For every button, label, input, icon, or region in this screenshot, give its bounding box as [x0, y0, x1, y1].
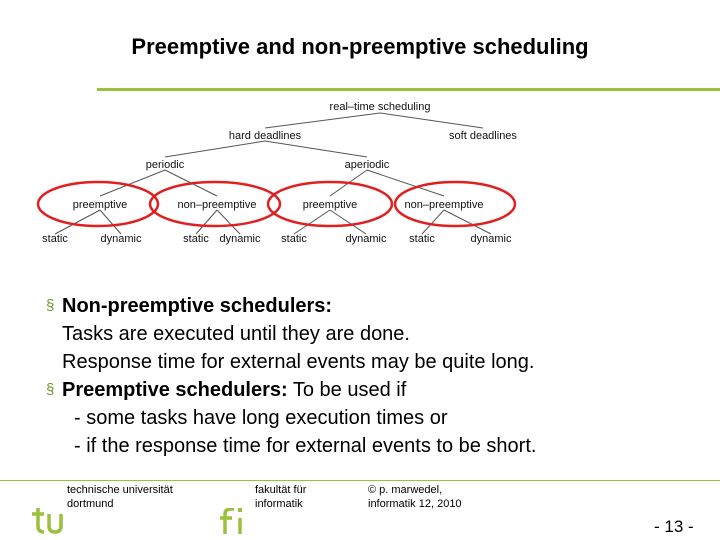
bullet-heading: Non-preemptive schedulers:: [62, 295, 333, 317]
bullet-heading: Preemptive schedulers:: [62, 379, 288, 401]
node-aperiodic: aperiodic: [344, 159, 390, 171]
leaf-dynamic-3: dynamic: [345, 233, 387, 245]
node-hard-deadlines: hard deadlines: [228, 130, 302, 142]
bullet-line: - if the response time for external events to be short.: [74, 435, 537, 457]
bullet-line: Response time for external events may be quite long.: [62, 351, 535, 373]
bullet-item-preemptive: [46, 376, 696, 460]
bullet-text: To be used if: [287, 379, 407, 401]
leaf-static-3: static: [281, 233, 307, 245]
leaf-dynamic-1: dynamic: [100, 233, 142, 245]
leaf-static-1: static: [42, 233, 68, 245]
footer-university: technische universität dortmund: [67, 484, 173, 510]
bullet-line: Tasks are executed until they are done.: [62, 323, 410, 345]
node-root: real–time scheduling: [329, 101, 431, 113]
bullet-marker: §: [46, 381, 55, 398]
leaf-dynamic-2: dynamic: [219, 233, 261, 245]
footer-divider: [0, 480, 720, 481]
node-soft-deadlines: soft deadlines: [449, 130, 517, 142]
page-number: - 13 -: [654, 517, 694, 536]
node-non-preemptive-2: non–preemptive: [404, 199, 484, 211]
bullet-marker: §: [46, 297, 55, 314]
title-underline: [97, 88, 720, 91]
node-preemptive-2: preemptive: [302, 199, 358, 211]
slide-title: Preemptive and non-preemptive scheduling: [131, 34, 589, 59]
bullet-list: [46, 292, 696, 460]
leaf-static-4: static: [409, 233, 435, 245]
leaf-static-2: static: [183, 233, 209, 245]
node-periodic: periodic: [145, 159, 185, 171]
footer-author: © p. marwedel, informatik 12, 2010: [368, 484, 462, 510]
tu-logo-icon: [30, 508, 64, 534]
fi-logo-icon: [218, 508, 248, 534]
node-non-preemptive-1: non–preemptive: [177, 199, 257, 211]
node-preemptive-1: preemptive: [72, 199, 128, 211]
bullet-line: - some tasks have long execution times or: [74, 407, 448, 429]
scheduling-tree-diagram: [0, 95, 720, 255]
footer-faculty: fakultät für informatik: [255, 484, 307, 510]
bullet-item-non-preemptive: [46, 292, 696, 376]
leaf-dynamic-4: dynamic: [470, 233, 512, 245]
